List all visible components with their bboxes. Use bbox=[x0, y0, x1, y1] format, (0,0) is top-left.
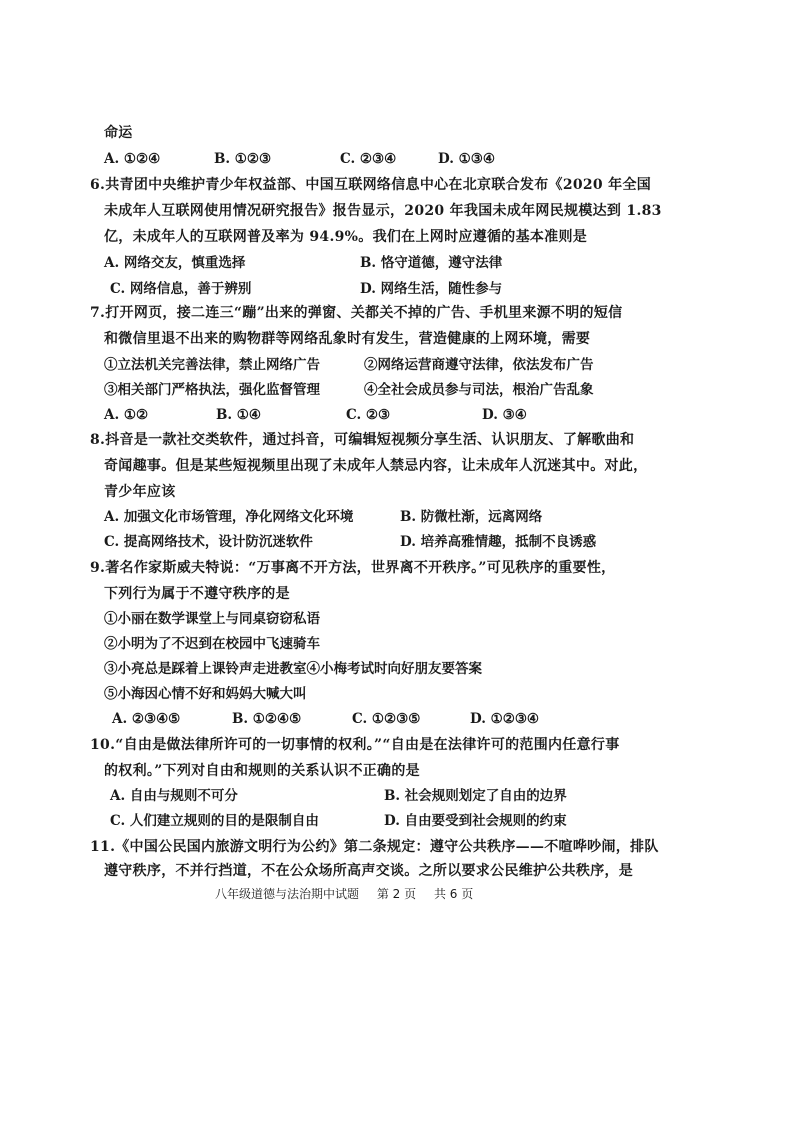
q5-option-a: A. ①②④ bbox=[104, 151, 161, 167]
q5-option-d: D. ①③④ bbox=[438, 151, 495, 167]
q10-option-a: A. 自由与规则不可分 bbox=[110, 788, 238, 804]
q6-stem-line2: 未成年人互联网使用情况研究报告》报告显示，2020 年我国未成年网民规模达到 1.83 bbox=[104, 203, 662, 219]
q7-option-b: B. ①④ bbox=[216, 407, 262, 423]
q9-item-5: ⑤小海因心情不好和妈妈大喊大叫 bbox=[104, 686, 307, 702]
q6-stem-line3: 亿，未成年人的互联网普及率为 94.9%。我们在上网时应遵循的基本准则是 bbox=[104, 229, 588, 245]
q8-stem-line2: 奇闻趣事。但是某些短视频里出现了未成年人禁忌内容，让未成年人沉迷其中。对此， bbox=[104, 458, 648, 474]
q6-option-c: C. 网络信息，善于辨别 bbox=[110, 281, 252, 297]
q9-option-d: D. ①②③④ bbox=[470, 711, 540, 727]
q7-option-d: D. ③④ bbox=[482, 407, 527, 423]
q6-option-b: B. 恪守道德，遵守法律 bbox=[360, 255, 503, 271]
q6-option-d: D. 网络生活，随性参与 bbox=[360, 281, 503, 297]
q10-option-c: C. 人们建立规则的目的是限制自由 bbox=[110, 813, 319, 829]
q8-stem-line1: 8.抖音是一款社交类软件，通过抖音，可编辑短视频分享生活、认识朋友、了解歌曲和 bbox=[90, 432, 635, 448]
q5-continuation: 命运 bbox=[104, 125, 133, 141]
q9-item-3-4: ③小亮总是踩着上课铃声走进教室④小梅考试时向好朋友要答案 bbox=[104, 661, 482, 677]
q7-item-2: ②网络运营商遵守法律，依法发布广告 bbox=[364, 357, 594, 373]
q6-option-a: A. 网络交友，慎重选择 bbox=[104, 255, 246, 271]
q7-option-a: A. ①② bbox=[104, 407, 149, 423]
q9-option-c: C. ①②③⑤ bbox=[352, 711, 421, 727]
q9-item-1: ①小丽在数学课堂上与同桌窃窃私语 bbox=[104, 611, 320, 627]
footer-subject: 八年级道德与法治期中试题 bbox=[215, 887, 360, 901]
q9-option-b: B. ①②④⑤ bbox=[232, 711, 302, 727]
q8-option-b: B. 防微杜渐，远离网络 bbox=[400, 509, 543, 525]
q7-item-3: ③相关部门严格执法，强化监督管理 bbox=[104, 382, 320, 398]
q10-stem-line2: 的权利。”下列对自由和规则的关系认识不正确的是 bbox=[104, 763, 420, 779]
q5-option-b: B. ①②③ bbox=[214, 151, 272, 167]
q9-stem-line1: 9.著名作家斯威夫特说：“万事离不开方法，世界离不开秩序。”可见秩序的重要性， bbox=[90, 560, 616, 576]
q7-stem-line1: 7.打开网页，接二连三“蹦”出来的弹窗、关都关不掉的广告、手机里来源不明的短信 bbox=[90, 305, 623, 321]
q8-stem-line3: 青少年应该 bbox=[104, 484, 176, 500]
footer-page-number: 第 2 页 bbox=[376, 887, 417, 901]
q9-option-a: A. ②③④⑤ bbox=[112, 711, 181, 727]
footer-total-pages: 共 6 页 bbox=[433, 887, 474, 901]
q7-item-4: ④全社会成员参与司法，根治广告乱象 bbox=[364, 382, 594, 398]
q5-option-c: C. ②③④ bbox=[340, 151, 397, 167]
q10-option-d: D. 自由要受到社会规则的约束 bbox=[384, 813, 567, 829]
q11-stem-line2: 遵守秩序，不并行挡道，不在公众场所高声交谈。之所以要求公民维护公共秩序，是 bbox=[104, 863, 634, 879]
q10-stem-line1: 10.“自由是做法律所许可的一切事情的权利。”“自由是在法律许可的范围内任意行事 bbox=[90, 737, 620, 753]
q9-stem-line2: 下列行为属于不遵守秩序的是 bbox=[104, 586, 290, 602]
q7-option-c: C. ②③ bbox=[346, 407, 391, 423]
q7-item-1: ①立法机关完善法律，禁止网络广告 bbox=[104, 357, 320, 373]
q7-stem-line2: 和微信里退不出来的购物群等网络乱象时有发生，营造健康的上网环境，需要 bbox=[104, 331, 591, 347]
q8-option-a: A. 加强文化市场管理，净化网络文化环境 bbox=[104, 509, 354, 525]
q8-option-c: C. 提高网络技术，设计防沉迷软件 bbox=[104, 534, 313, 550]
q8-option-d: D. 培养高雅情趣，抵制不良诱惑 bbox=[400, 534, 597, 550]
q9-item-2: ②小明为了不迟到在校园中飞速骑车 bbox=[104, 636, 320, 652]
q6-stem-line1: 6.共青团中央维护青少年权益部、中国互联网络信息中心在北京联合发布《2020 年全国 bbox=[90, 177, 652, 193]
q10-option-b: B. 社会规则划定了自由的边界 bbox=[384, 788, 567, 804]
page-footer bbox=[215, 886, 487, 902]
q11-stem-line1: 11.《中国公民国内旅游文明行为公约》第二条规定：遵守公共秩序——不喧哗吵闹，排队 bbox=[90, 839, 659, 855]
